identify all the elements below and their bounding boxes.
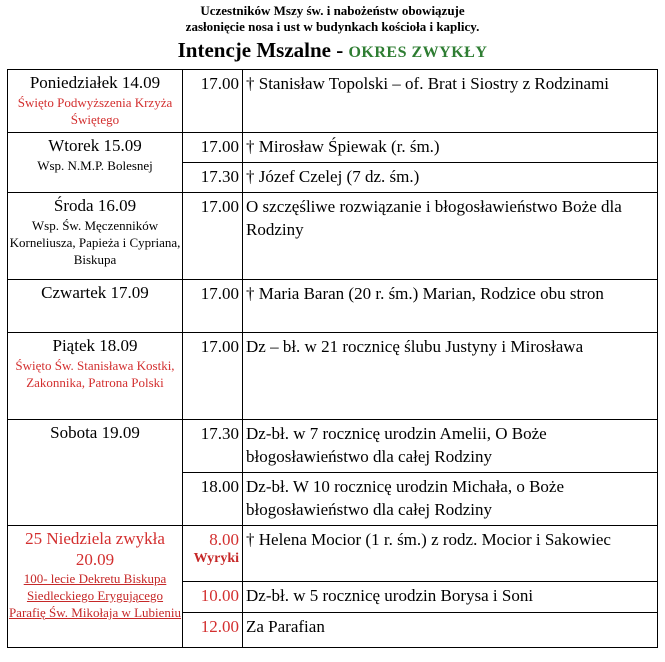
mass-location: Wyryki bbox=[193, 551, 239, 566]
mass-time: 17.00 bbox=[183, 333, 243, 420]
mass-time: 12.00 bbox=[183, 613, 243, 648]
notice-line-2: zasłonięcie nosa i ust w budynkach kościoła i kaplicy. bbox=[185, 19, 480, 34]
mass-intention: Dz-bł. W 10 rocznicę urodzin Michała, o Boże błogosławieństwo dla całej Rodziny bbox=[243, 473, 658, 526]
page-title bbox=[0, 38, 665, 62]
day-cell-monday bbox=[8, 70, 183, 133]
mass-intention: Dz-bł. w 7 rocznicę urodzin Amelii, O Boże błogosławieństwo dla całej Rodziny bbox=[243, 420, 658, 473]
day-name: Sobota 19.09 bbox=[50, 423, 140, 442]
mass-intention: † Józef Czelej (7 dz. śm.) bbox=[243, 163, 658, 193]
title-text: Intencje Mszalne bbox=[177, 38, 331, 62]
mass-time: 17.30 bbox=[183, 420, 243, 473]
mass-time: 10.00 bbox=[183, 582, 243, 613]
mass-intention: † Mirosław Śpiewak (r. śm.) bbox=[243, 133, 658, 163]
intentions-table bbox=[7, 69, 658, 648]
day-name: Czwartek 17.09 bbox=[41, 283, 149, 302]
mass-intention: † Helena Mocior (1 r. śm.) z rodz. Mocior i Sakowiec bbox=[243, 526, 658, 582]
mass-intention: † Maria Baran (20 r. śm.) Marian, Rodzice obu stron bbox=[243, 280, 658, 333]
mass-intention: Za Parafian bbox=[243, 613, 658, 648]
table-row bbox=[8, 133, 658, 163]
day-name: Wtorek 15.09 bbox=[48, 136, 142, 155]
table-row bbox=[8, 193, 658, 280]
table-row bbox=[8, 280, 658, 333]
mass-intention: Dz – bł. w 21 rocznicę ślubu Justyny i Mirosława bbox=[243, 333, 658, 420]
day-cell-tuesday bbox=[8, 133, 183, 193]
day-cell-friday bbox=[8, 333, 183, 420]
mass-time: 17.00 bbox=[183, 193, 243, 280]
day-memorial: Wsp. Św. Męczenników Korneliusza, Papieża i Cypriana, Biskupa bbox=[9, 218, 181, 267]
mass-time: 17.00 bbox=[183, 70, 243, 133]
notice bbox=[0, 0, 665, 35]
day-cell-wednesday bbox=[8, 193, 183, 280]
mass-time: 8.00 bbox=[209, 530, 239, 549]
mass-intention: Dz-bł. w 5 rocznicę urodzin Borysa i Soni bbox=[243, 582, 658, 613]
mass-time: 17.00 bbox=[183, 133, 243, 163]
mass-time-cell bbox=[183, 526, 243, 582]
mass-time: 17.00 bbox=[183, 280, 243, 333]
day-cell-sunday bbox=[8, 526, 183, 648]
mass-intention: O szczęśliwe rozwiązanie i błogosławieństwo Boże dla Rodziny bbox=[243, 193, 658, 280]
day-cell-saturday bbox=[8, 420, 183, 526]
sunday-name: 25 Niedziela zwykła 20.09 bbox=[25, 529, 165, 569]
day-cell-thursday bbox=[8, 280, 183, 333]
day-name: Poniedziałek 14.09 bbox=[29, 73, 161, 92]
notice-line-1: Uczestników Mszy św. i nabożeństw obowiązuje bbox=[200, 3, 465, 18]
day-feast: Święto Podwyższenia Krzyża Świętego bbox=[17, 95, 173, 127]
day-memorial: Wsp. N.M.P. Bolesnej bbox=[37, 158, 153, 173]
liturgical-period: OKRES ZWYKŁY bbox=[348, 44, 488, 61]
day-name: Środa 16.09 bbox=[53, 196, 137, 215]
day-name: Piątek 18.09 bbox=[52, 336, 138, 355]
table-row bbox=[8, 526, 658, 582]
mass-time: 18.00 bbox=[183, 473, 243, 526]
table-row bbox=[8, 70, 658, 133]
mass-intention: † Stanisław Topolski – of. Brat i Siostry z Rodzinami bbox=[243, 70, 658, 133]
day-feast: Święto Św. Stanisława Kostki, Zakonnika, Patrona Polski bbox=[15, 358, 175, 390]
table-row bbox=[8, 333, 658, 420]
title-separator: - bbox=[330, 38, 349, 62]
table-row bbox=[8, 420, 658, 473]
mass-time: 17.30 bbox=[183, 163, 243, 193]
jubilee-link[interactable]: 100- lecie Dekretu Biskupa Siedleckiego Erygującego Parafię Św. Mikołaja w Lubieniu bbox=[8, 571, 182, 620]
